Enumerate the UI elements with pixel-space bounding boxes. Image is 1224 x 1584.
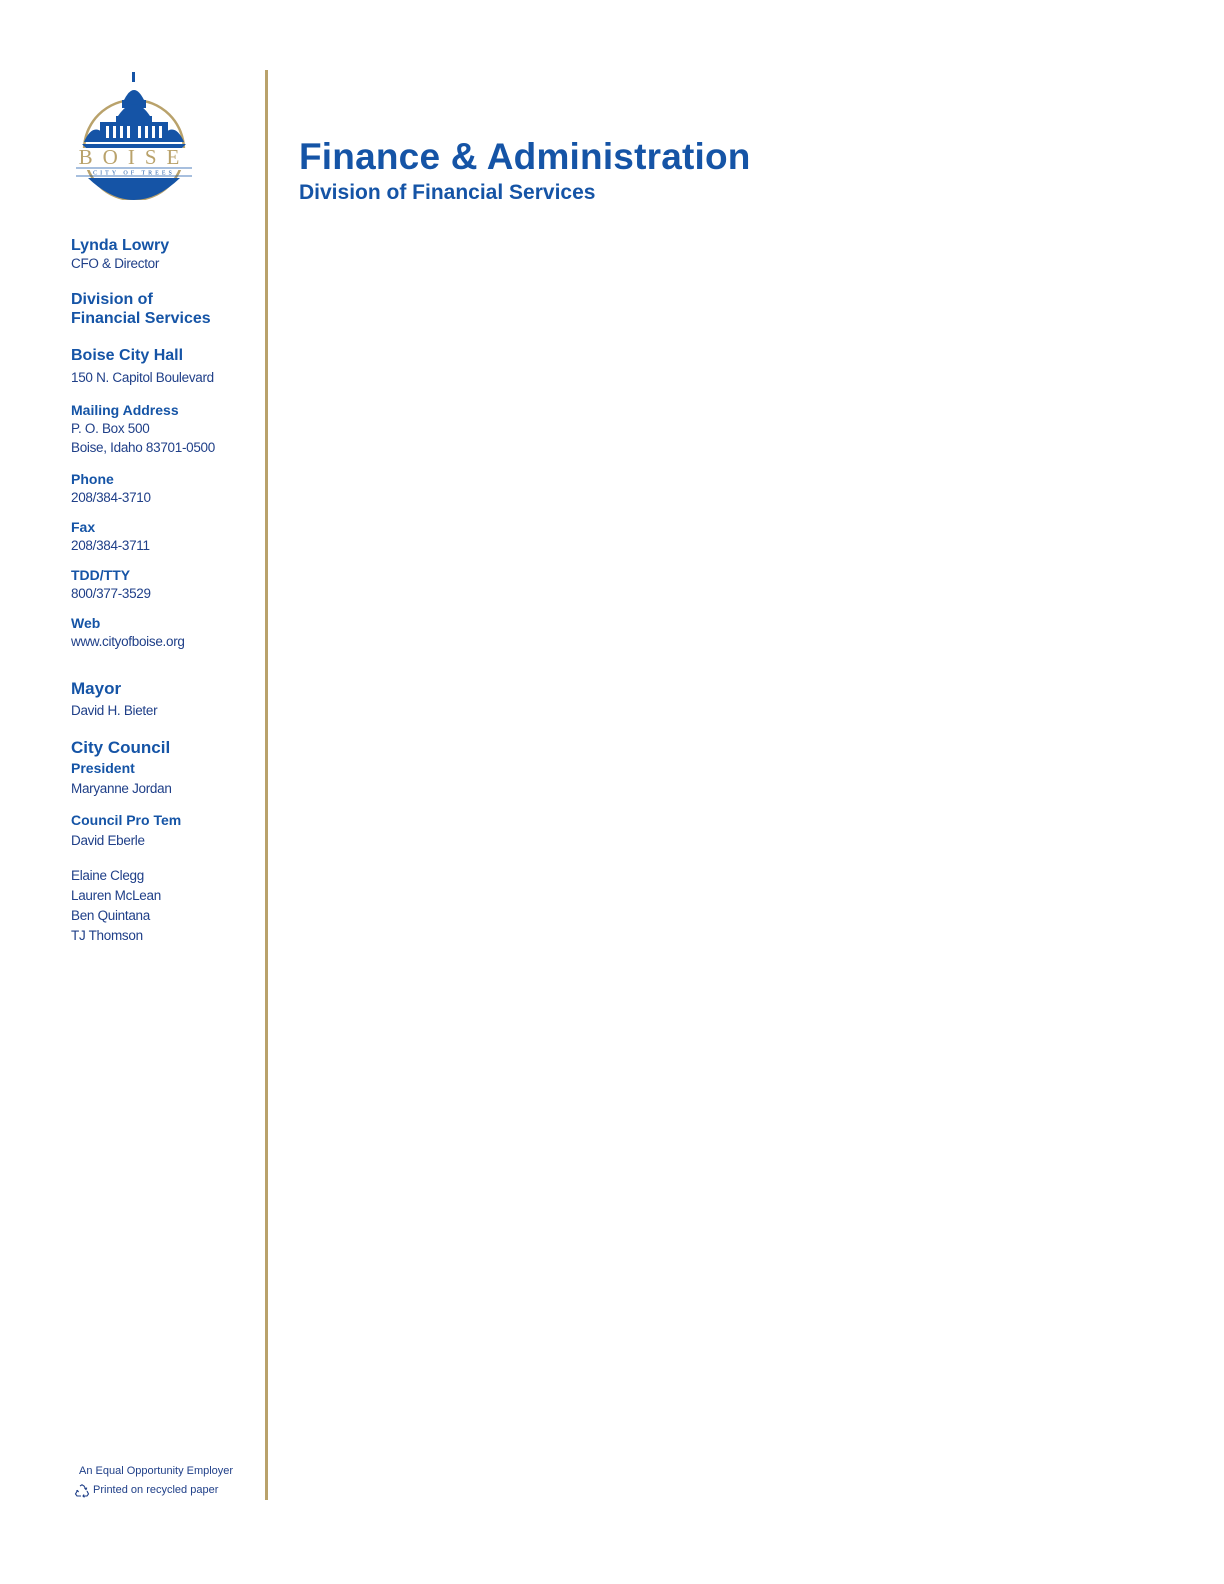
protem-label: Council Pro Tem: [71, 812, 182, 828]
boise-city-seal-logo: [72, 72, 196, 200]
phone-value: 208/384-3710: [71, 490, 151, 505]
director-name: Lynda Lowry: [71, 237, 170, 254]
president-label: President: [71, 760, 135, 776]
web-link[interactable]: www.cityofboise.org: [71, 634, 185, 649]
fax-value: 208/384-3711: [71, 538, 150, 553]
division-line-2: Financial Services: [71, 310, 211, 327]
page-subtitle: Division of Financial Services: [299, 181, 596, 204]
mailing-line-1: P. O. Box 500: [71, 421, 150, 436]
mailing-heading: Mailing Address: [71, 402, 179, 418]
recycle-icon: [74, 1484, 90, 1498]
city-hall-address: 150 N. Capitol Boulevard: [71, 370, 214, 385]
page-title: Finance & Administration: [299, 136, 751, 177]
council-member: Elaine Clegg: [71, 868, 144, 883]
division-line-1: Division of: [71, 291, 153, 308]
mailing-line-2: Boise, Idaho 83701-0500: [71, 440, 215, 455]
equal-opportunity-text: An Equal Opportunity Employer: [79, 1465, 234, 1477]
director-title: CFO & Director: [71, 256, 160, 271]
president-name: Maryanne Jordan: [71, 781, 172, 796]
protem-name: David Eberle: [71, 833, 145, 848]
vertical-divider: [265, 70, 268, 1500]
council-member: TJ Thomson: [71, 928, 143, 943]
sidebar-contact-info: [71, 236, 261, 957]
mayor-name: David H. Bieter: [71, 703, 158, 718]
footer: [74, 1462, 264, 1500]
tdd-label: TDD/TTY: [71, 567, 131, 583]
svg-text:BOISE: BOISE: [78, 145, 190, 169]
svg-text:CITY OF TREES: CITY OF TREES: [93, 170, 175, 177]
web-label: Web: [71, 615, 101, 631]
city-hall-heading: Boise City Hall: [71, 347, 184, 364]
tdd-value: 800/377-3529: [71, 586, 151, 601]
phone-label: Phone: [71, 471, 114, 487]
mayor-heading: Mayor: [71, 679, 122, 698]
council-member: Lauren McLean: [71, 888, 161, 903]
council-members-list: [71, 866, 261, 946]
fax-label: Fax: [71, 519, 96, 535]
city-council-heading: City Council: [71, 738, 171, 757]
council-member: Ben Quintana: [71, 908, 150, 923]
recycled-paper-text: Printed on recycled paper: [93, 1484, 219, 1496]
